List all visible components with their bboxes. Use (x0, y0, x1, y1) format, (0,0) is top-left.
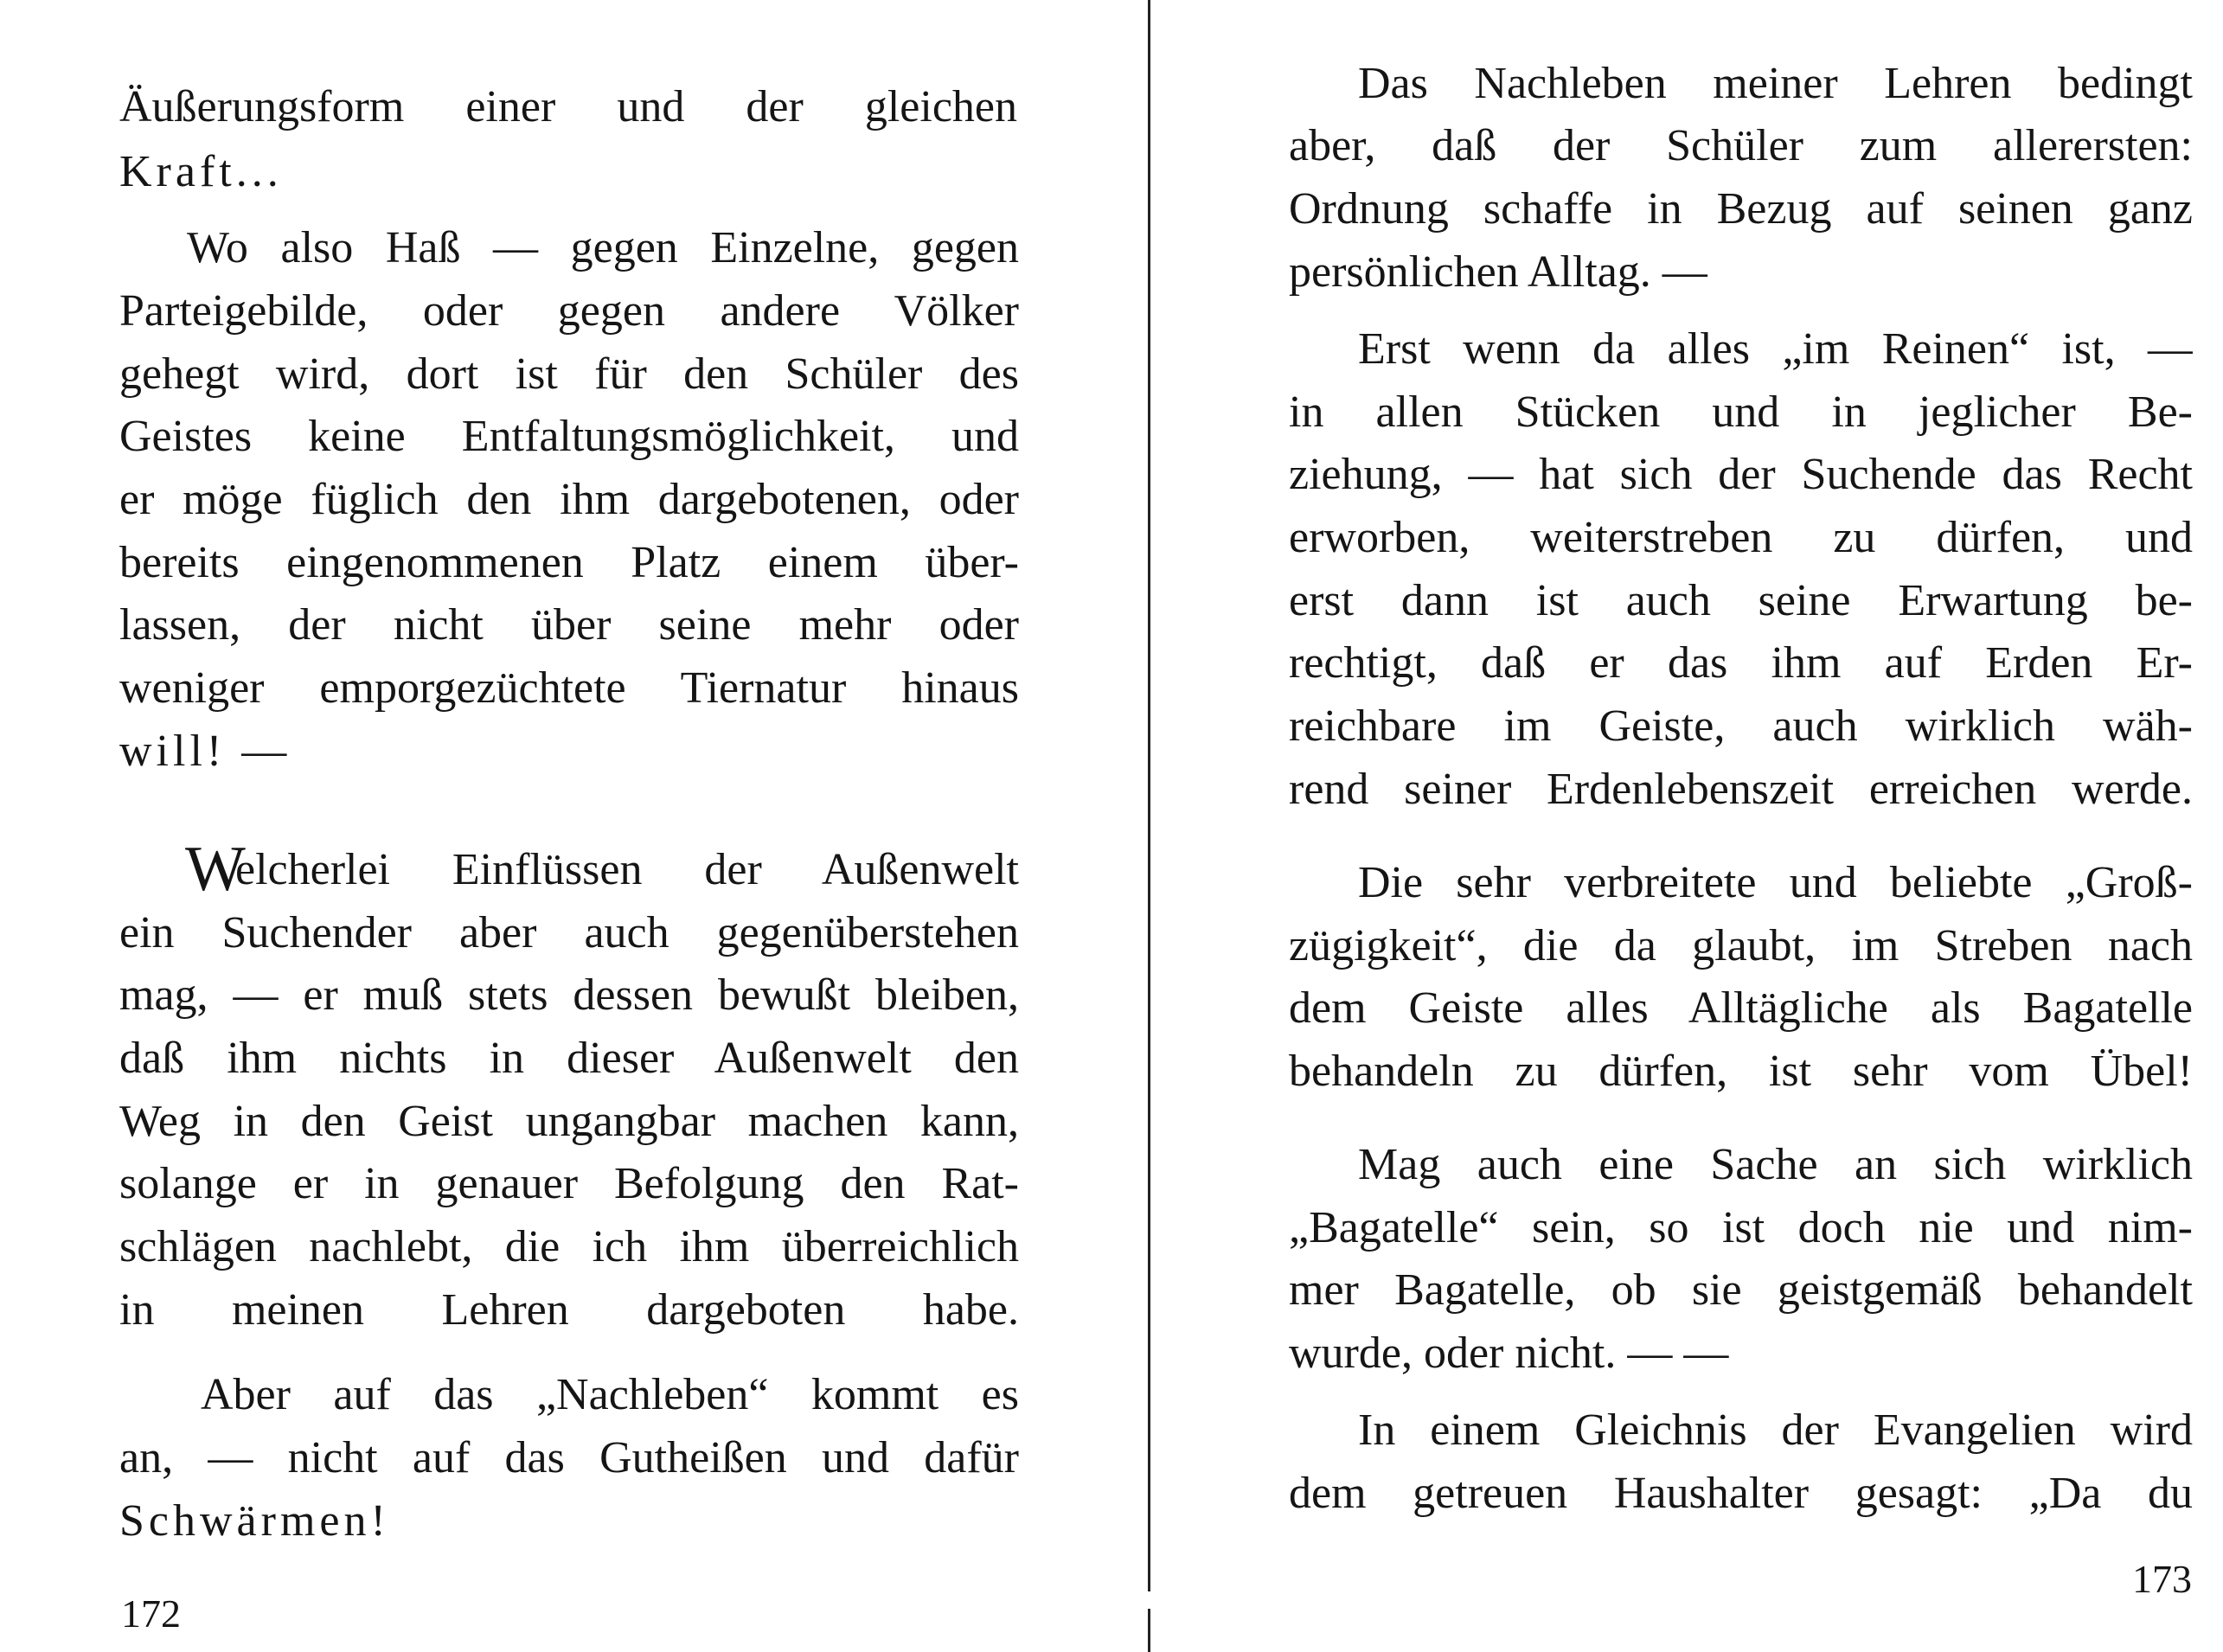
right-p3-line-1: Die sehr verbreitete und beliebte „Groß- (1358, 858, 2193, 907)
gutter-divider-tail (1148, 1609, 1150, 1652)
right-p4-line-2: „Bagatelle“ sein, so ist doch nie und nim- (1289, 1203, 2193, 1252)
right-p2-line-8: rend seiner Erdenlebenszeit erreichen werde. (1289, 765, 2193, 814)
right-p5-line-1: In einem Gleichnis der Evangelien wird (1358, 1405, 2193, 1455)
left-p2-line-3: gehegt wird, dort ist für den Schüler des (119, 349, 1019, 399)
left-p3-line-5: Weg in den Geist ungangbar machen kann, (119, 1097, 1019, 1146)
left-p2-line-7: lassen, der nicht über seine mehr oder (119, 600, 1019, 650)
left-p1-line-1: Äußerungsform einer und der gleichen (119, 82, 1017, 131)
left-p3-line-8: in meinen Lehren dargeboten habe. (119, 1285, 1019, 1335)
right-p5-line-2: dem getreuen Haushalter gesagt: „Da du (1289, 1469, 2193, 1518)
left-p2-line-2: Parteigebilde, oder gegen andere Völker (119, 286, 1019, 336)
left-p2-line-8: weniger emporgezüchtete Tiernatur hinaus (119, 663, 1019, 713)
right-p4-line-4: wurde, oder nicht. — — (1289, 1329, 1729, 1378)
left-p2-line-4: Geistes keine Entfaltungsmöglichkeit, und (119, 412, 1019, 461)
left-p2-line-9: will! — (119, 727, 291, 776)
left-p2-line-1: Wo also Haß — gegen Einzelne, gegen (187, 223, 1019, 272)
left-p3-line-6: solange er in genauer Befolgung den Rat- (119, 1159, 1019, 1208)
left-p4-line-3: Schwärmen! (119, 1496, 390, 1546)
right-p1-line-1: Das Nachleben meiner Lehren bedingt (1358, 59, 2193, 108)
right-p1-line-4: persönlichen Alltag. — (1289, 247, 1707, 297)
right-p1-line-3: Ordnung schaffe in Bezug auf seinen ganz (1289, 184, 2193, 234)
left-p3-line-2: ein Suchender aber auch gegenüberstehen (119, 908, 1019, 957)
left-p4-line-2: an, — nicht auf das Gutheißen und dafür (119, 1433, 1019, 1482)
left-p3-line-7: schlägen nachlebt, die ich ihm überreichlich (119, 1222, 1019, 1271)
right-page (1155, 0, 2223, 1652)
right-p3-line-4: behandeln zu dürfen, ist sehr vom Übel! (1289, 1047, 2193, 1096)
left-p2-line-6: bereits eingenommenen Platz einem über- (119, 538, 1019, 587)
right-page-number: 173 (2132, 1557, 2192, 1601)
right-p2-line-7: reichbare im Geiste, auch wirklich wäh- (1289, 701, 2193, 751)
right-p2-line-6: rechtigt, daß er das ihm auf Erden Er- (1289, 638, 2193, 688)
drop-cap-letter: W (185, 834, 246, 905)
right-p4-line-3: mer Bagatelle, ob sie geistgemäß behandelt (1289, 1265, 2193, 1315)
right-p2-line-2: in allen Stücken und in jeglicher Be- (1289, 387, 2193, 437)
right-p3-line-3: dem Geiste alles Alltägliche als Bagatelle (1289, 983, 2193, 1033)
left-page-number: 172 (121, 1591, 181, 1636)
right-p1-line-2: aber, daß der Schüler zum allerersten: (1289, 121, 2193, 170)
gutter-divider (1148, 0, 1150, 1591)
left-p3-line-3: mag, — er muß stets dessen bewußt bleiben, (119, 970, 1019, 1020)
right-p2-line-3: ziehung, — hat sich der Suchende das Recht (1289, 450, 2193, 499)
left-p3-line-4: daß ihm nichts in dieser Außenwelt den (119, 1034, 1019, 1083)
left-p3-line-1: elcherlei Einflüssen der Außenwelt (235, 845, 1019, 894)
left-p2-line-5: er möge füglich den ihm dargebotenen, oder (119, 475, 1019, 524)
right-p2-line-5: erst dann ist auch seine Erwartung be- (1289, 576, 2193, 625)
right-p4-line-1: Mag auch eine Sache an sich wirklich (1358, 1140, 2193, 1189)
right-p2-line-1: Erst wenn da alles „im Reinen“ ist, — (1358, 324, 2193, 374)
right-p3-line-2: zügigkeit“, die da glaubt, im Streben nach (1289, 921, 2193, 970)
left-p4-line-1: Aber auf das „Nachleben“ kommt es (201, 1370, 1019, 1419)
right-p2-line-4: erworben, weiterstreben zu dürfen, und (1289, 513, 2193, 562)
left-p1-line-2: Kraft... (119, 147, 283, 196)
